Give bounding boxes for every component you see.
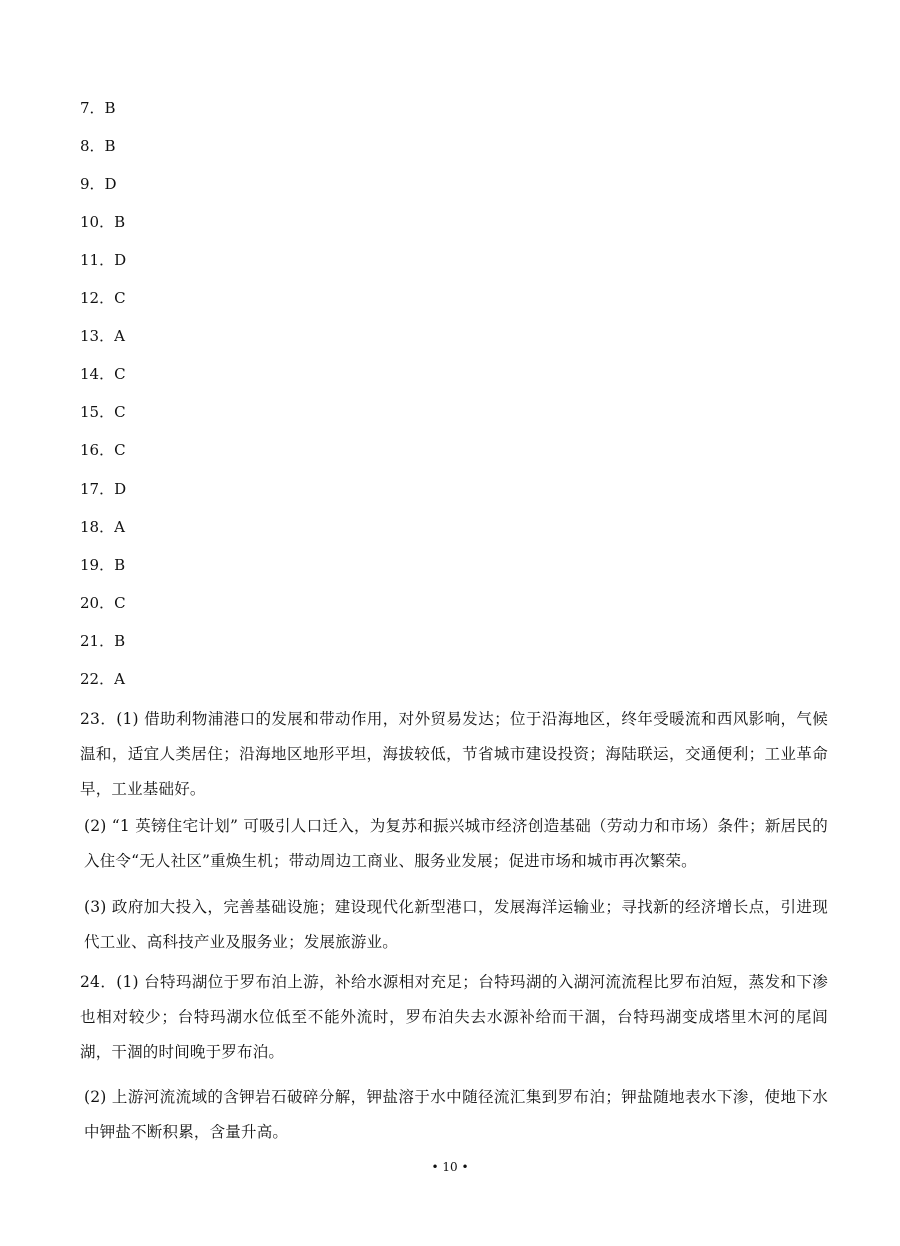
answer-item-22: 22．A (80, 670, 125, 688)
answer-item-19: 19．B (80, 556, 126, 574)
question-23-part-3: (3) 政府加大投入，完善基础设施；建设现代化新型港口，发展海洋运输业；寻找新的经济增长点，引进现代工业、高科技产业及服务业；发展旅游业。 (84, 898, 828, 951)
answer-item-11: 11．D (80, 251, 127, 269)
question-23-part-1: 23．(1) 借助利物浦港口的发展和带动作用，对外贸易发达；位于沿海地区，终年受暖流和西风影响，气候温和，适宜人类居住；沿海地区地形平坦，海拔较低，节省城市建设投资；海陆联运，交通便利；工业革命早，工业基础好。 (80, 710, 828, 798)
answer-item-9: 9．D (80, 175, 117, 193)
question-23-part-2: (2) “1 英镑住宅计划” 可吸引人口迁入，为复苏和振兴城市经济创造基础（劳动力和市场）条件；新居民的入住令“无人社区”重焕生机；带动周边工商业、服务业发展；促进市场和城市再次繁荣。 (84, 817, 828, 870)
answer-item-20: 20．C (80, 594, 126, 612)
answer-item-21: 21．B (80, 632, 126, 650)
answer-item-18: 18．A (80, 518, 125, 536)
answer-item-16: 16．C (80, 441, 126, 459)
answer-item-8: 8．B (80, 137, 116, 155)
answer-item-7: 7．B (80, 99, 116, 117)
answer-item-15: 15．C (80, 403, 126, 421)
answer-item-14: 14．C (80, 365, 126, 383)
answer-item-12: 12．C (80, 289, 126, 307)
page-number: • 10 • (431, 1160, 469, 1174)
answer-item-13: 13．A (80, 327, 125, 345)
question-24-part-2: (2) 上游河流流域的含钾岩石破碎分解，钾盐溶于水中随径流汇集到罗布泊；钾盐随地表水下渗，使地下水中钾盐不断积累，含量升高。 (84, 1088, 828, 1141)
answer-item-17: 17．D (80, 480, 127, 498)
question-24-part-1: 24．(1) 台特玛湖位于罗布泊上游，补给水源相对充足；台特玛湖的入湖河流流程比罗布泊短，蒸发和下渗也相对较少；台特玛湖水位低至不能外流时，罗布泊失去水源补给而干涸，台特玛湖变成塔里木河的尾闾湖，干涸的时间晚于罗布泊。 (80, 973, 828, 1061)
answer-item-10: 10．B (80, 213, 126, 231)
